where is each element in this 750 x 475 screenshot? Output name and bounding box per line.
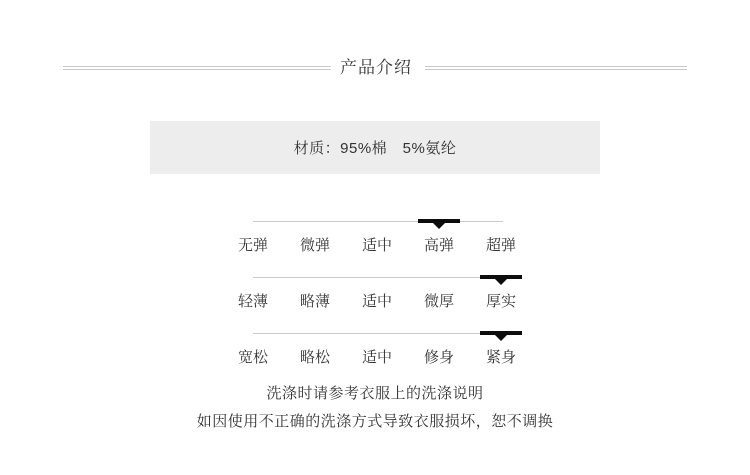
- selected-marker: [418, 219, 460, 223]
- scale-line: [253, 333, 503, 334]
- option-label: 轻薄: [237, 293, 268, 310]
- option-label: 适中: [361, 237, 392, 254]
- option-label: 适中: [361, 293, 392, 310]
- option-label: 微厚: [423, 293, 454, 310]
- option-label: 厚实: [485, 293, 516, 310]
- attribute-row-fit: [0, 333, 750, 383]
- selected-marker: [480, 275, 522, 279]
- option-label: 紧身: [485, 349, 516, 366]
- section-title: 产品介绍: [340, 58, 412, 77]
- option-label: 适中: [361, 349, 392, 366]
- option-label: 略松: [299, 349, 330, 366]
- section-header: [0, 56, 750, 80]
- scale-line: [253, 221, 503, 222]
- attribute-row-thickness: [0, 277, 750, 327]
- option-label: 宽松: [237, 349, 268, 366]
- option-label: 微弹: [299, 237, 330, 254]
- option-label: 超弹: [485, 237, 516, 254]
- material-bar: [150, 121, 600, 174]
- triangle-down-icon: [495, 279, 507, 285]
- option-label: 修身: [423, 349, 454, 366]
- material-text: 材质：95%棉 5%氨纶: [293, 140, 457, 157]
- option-label: 无弹: [237, 237, 268, 254]
- header-divider-left: [63, 66, 331, 70]
- triangle-down-icon: [495, 335, 507, 341]
- selected-marker: [480, 331, 522, 335]
- washing-note-line1: 洗涤时请参考衣服上的洗涤说明: [266, 385, 484, 402]
- washing-note-line2: 如因使用不正确的洗涤方式导致衣服损坏，恕不调换: [196, 413, 554, 430]
- attribute-row-elasticity: [0, 221, 750, 271]
- scale-line: [253, 277, 503, 278]
- option-label: 略薄: [299, 293, 330, 310]
- triangle-down-icon: [433, 223, 445, 229]
- option-label: 高弹: [423, 237, 454, 254]
- header-divider-right: [425, 66, 687, 70]
